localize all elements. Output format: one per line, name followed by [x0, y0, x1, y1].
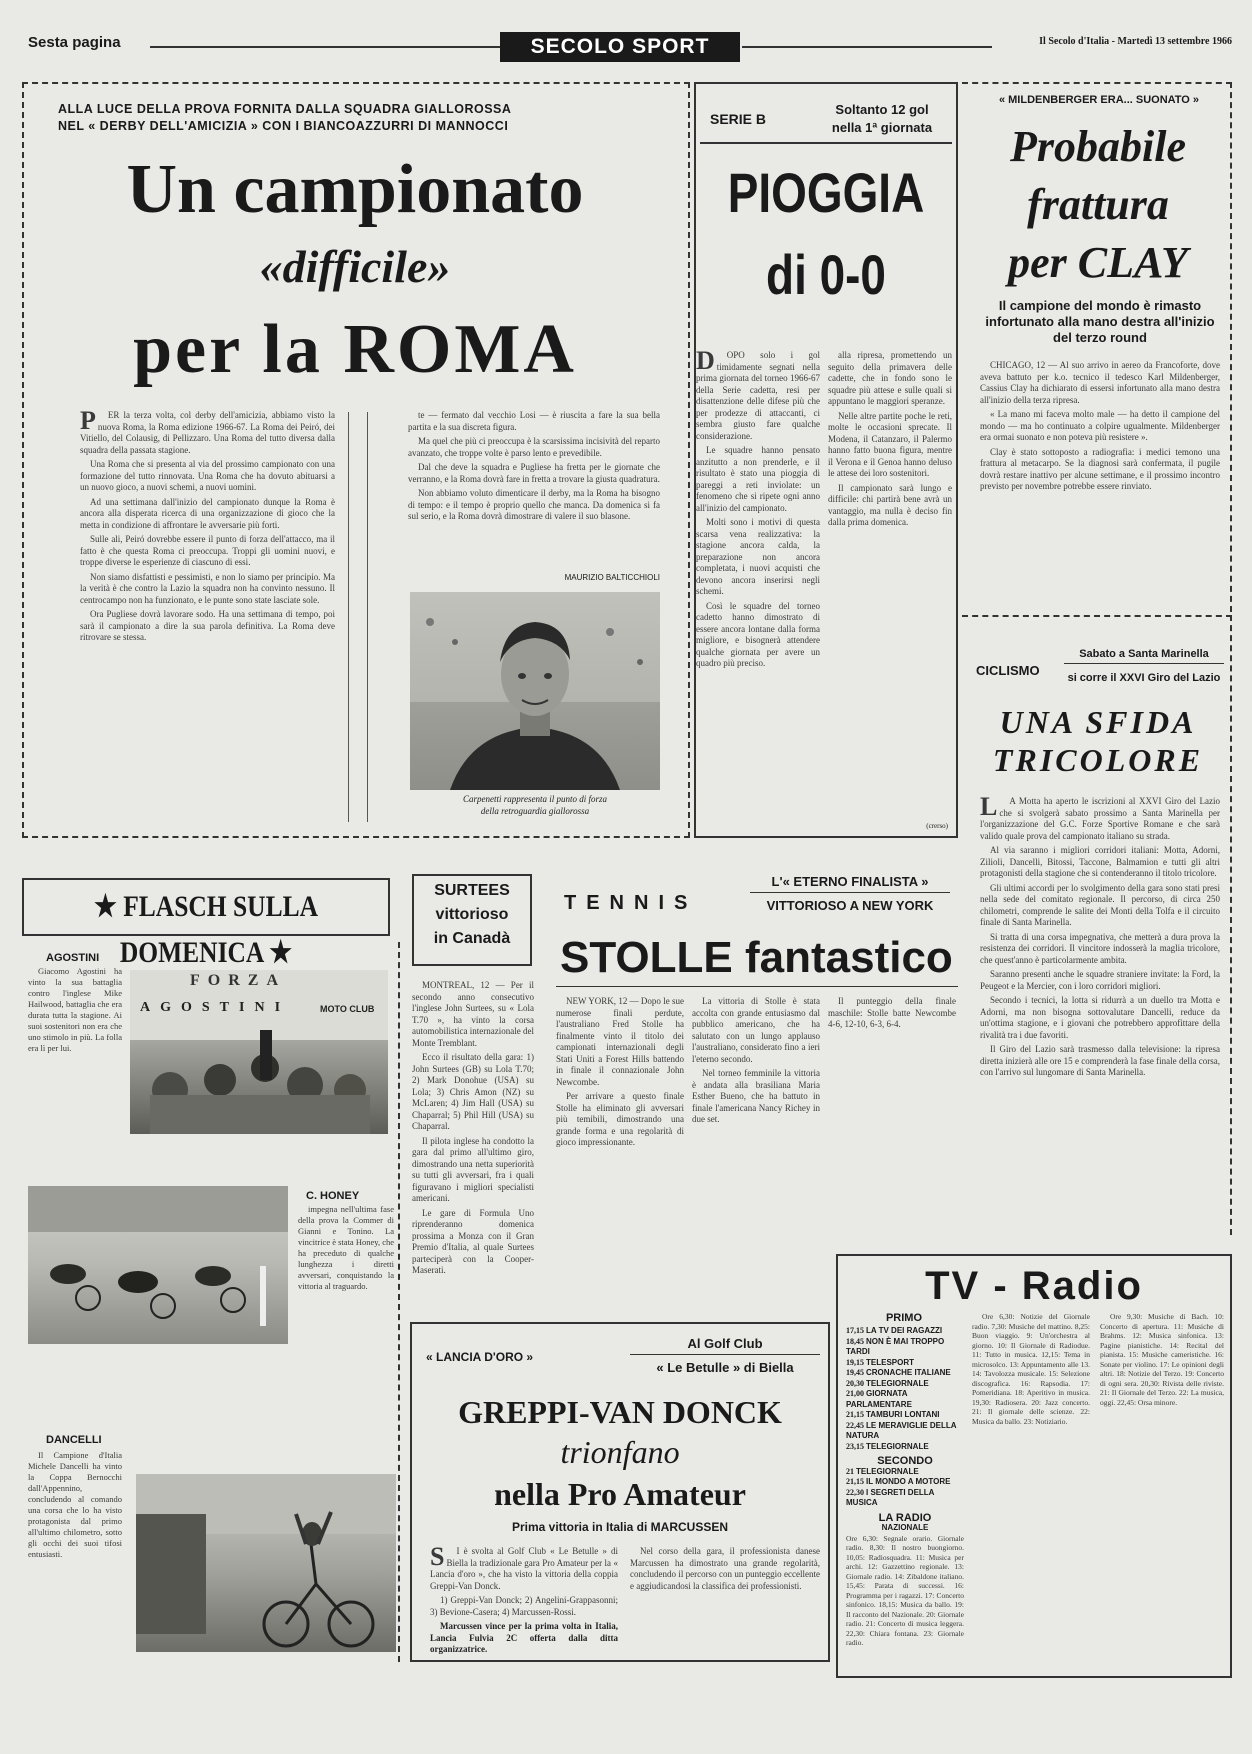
- serieb-title-1: PIOGGIA: [727, 161, 925, 224]
- roma-byline: MAURIZIO BALTICCHIOLI: [564, 573, 660, 582]
- surtees-title-3: in Canadà: [433, 930, 511, 947]
- honey-photo: [28, 1186, 288, 1344]
- dancelli-photo: [136, 1474, 396, 1652]
- golf-kicker-1: « LANCIA D'ORO »: [426, 1350, 534, 1364]
- serieb-sign: (crerso): [926, 822, 948, 830]
- golf-column-1: S I è svolta al Golf Club « Le Betulle » di Biella la tradizionale gara Pro Amateur per la « Lancia d'oro », che ha visto la vittoria della coppia Greppi-Van Donck. 1) Greppi-Van Donck; 2) Angelini-Grappasonni; 3) Bevione-Casera; 4) Marcussen-Rossi. Marcussen vince per la prima volta in Italia, Lancia Fulvia 2C offerta dalla ditta organizzatrice.: [430, 1546, 618, 1654]
- ciclismo-title-1: UNA SFIDA: [999, 704, 1197, 740]
- surtees-title-2: vittorioso: [435, 906, 509, 923]
- clay-deck: Il campione del mondo è rimasto infortunato alla mano destra all'inizio del terzo round: [985, 298, 1215, 345]
- tv-column-2: Ore 6,30: Notizie del Giornale radio. 7,30: Musiche del mattino. 8,25: Buon viaggio. 9: Un'orchestra al giorno. 10: Il Giornale di Radiodue. 11: Tutto in musica. 12,15: Tema in microsolco. 13: Appuntamento alle 13. 14: Tavolozza musicale. 15: Selezione discografica. 16: Rapsodia. 17: Pomeridiana. 18: Aperitivo in musica. 19,30: Radiosera. 20: Jazz concerto. 21: Il giornale delle scienze. 22: Musica da ballo. 23: Notiziario.: [972, 1312, 1090, 1426]
- tennis-title: STOLLE fantastico: [560, 933, 953, 982]
- roma-title-2: «difficile»: [259, 241, 451, 292]
- clay-kicker: « MILDENBERGER ERA... SUONATO »: [998, 94, 1200, 106]
- flasch-title: ★ FLASCH SULLA DOMENICA ★: [93, 890, 319, 969]
- ciclismo-label: CICLISMO: [976, 663, 1040, 678]
- agostini-name: AGOSTINI: [46, 952, 100, 964]
- serieb-column-2: alla ripresa, promettendo un seguito della primavera delle cadette, che in fondo sono le squadre più attese e sulle quali si appuntano le maggiori speranze. Nelle altre partite poche le reti, molte le occasioni sprecate. Il Modena, il Catanzaro, il Palermo hanno fatto buona figura, mentre il Verona e il Genoa hanno deluso le attese dei loro sostenitori. Il campionato sarà lungo e difficile: chi partirà bene avrà un vantaggio, ma nulla è deciso fin dalla prima domenica.: [828, 350, 952, 527]
- tennis-column-1: NEW YORK, 12 — Dopo le sue numerose finali perdute, l'australiano Fred Stolle ha finalmente vinto il titolo dei campionati internazionali degli Stati Uniti a Forest Hills battendo in finale il connazionale John Newcombe. Per arrivare a questo finale Stolle ha eliminato gli avversari più temibili, dimostrando una grande forma e una regolarità di gioco impressionante.: [556, 996, 684, 1147]
- tv-radio-text: Ore 6,30: Segnale orario. Giornale radio. 8,30: Il nostro buongiorno. 10,05: Radiosquadra. 11: Musica per archi. 12: Gazzettino regionale. 13: Giornale radio. 14: Zibaldone italiano. 15,45: Parata di successi. 16: Programma per i ragazzi. 17: Concerto sinfonico. 18,15: Musica da ballo. 19: Il racconto del Nazionale. 20: Giornale radio. 21: Concerto di musica leggera. 22,30: Chiara fontana. 23: Giornale radio.: [846, 1533, 964, 1647]
- tv-primo-item: 21,00 GIORNATA PARLAMENTARE: [846, 1389, 912, 1409]
- honey-name: C. HONEY: [306, 1190, 360, 1202]
- tv-primo-item: 19,45 CRONACHE ITALIANE: [846, 1368, 951, 1377]
- surtees-body: MONTREAL, 12 — Per il secondo anno consecutivo l'inglese John Surtees, su « Lola T.70 », ha vinto la corsa automobilistica internazionale del Monte Tremblant. Ecco il risultato della gara: 1) John Surtees (GB) su Lola T.70; 2) Mark Donohue (USA) su Lola; 3) Chris Amon (NZ) su McLaren; 4) Jim Hall (USA) su Chaparral; 5) Phil Hill (USA) su Chaparral. Il pilota inglese ha condotto la gara dal primo all'ultimo giro, dimostrando una netta superiorità su tutti gli avversari, fra i quali figuravano i migliori specialisti americani. Le gare di Formula Uno riprenderanno domenica prossima a Monza con il Gran Premio d'Italia, al quale Surtees parteciperà con la Cooper-Maserati.: [412, 980, 534, 1275]
- trotting-race-icon: [28, 1186, 288, 1344]
- tv-radio-label: LA RADIO: [878, 1511, 932, 1524]
- masthead-title: SECOLO SPORT: [500, 32, 740, 62]
- golf-column-2: Nel corso della gara, il professionista danese Marcussen ha dimostrato una grande regolarità, concludendo il percorso con un punteggio eccellente e aggiudicandosi la classifica dei professionisti.: [630, 1546, 820, 1591]
- clay-title-2: frattura: [1027, 180, 1169, 229]
- cyclist-icon: [136, 1474, 396, 1652]
- masthead-right: Il Secolo d'Italia - Martedì 13 settembre 1966: [1039, 36, 1232, 47]
- clay-body: CHICAGO, 12 — Al suo arrivo in aereo da Francoforte, dove aveva battuto per k.o. tecnico il tedesco Karl Mildenberger, Cassius Clay ha dichiarato di essersi infortunato alla mano destra all'inizio della terza ripresa. « La mano mi faceva molto male — ha detto il campione del mondo — ma ho continuato a colpire ugualmente. Mildenberger era ormai suonato e non poteva più resistere ». Clay è stato sottoposto a radiografia: i medici temono una frattura al metacarpo. Se la diagnosi sarà confermata, il pugile dovrà restare inattivo per alcune settimane, e il prossimo incontro previsto per novembre potrebbe essere rinviato.: [980, 360, 1220, 491]
- agostini-banner-3: MOTO CLUB: [320, 1004, 375, 1014]
- dancelli-text: Il Campione d'Italia Michele Dancelli ha vinto la Coppa Bernocchi dall'Appennino, concludendo al comando una corsa che lo ha visto protagonista dal primo all'ultimo chilometro, sotto gli occhi dei suoi tifosi entusiasti.: [28, 1450, 122, 1559]
- ciclismo-body: L A Motta ha aperto le iscrizioni al XXVI Giro del Lazio che si svolgerà sabato prossimo a Santa Marinella per l'organizzazione del G.C. Forze Sportive Romane e che sarà valido quale prova del campionato italiano su strada. Al via saranno i migliori corridori italiani: Motta, Adorni, Zilioli, Dancelli, Bitossi, Taccone, Balmamion e tutti gli altri protagonisti della stagione che si contenderanno il titolo tricolore. Gli ultimi accordi per lo svolgimento della gara sono stati presi nella sede del comitato regionale. Il percorso, di circa 250 chilometri, comprende le salite dei Monti della Tolfa e il circuito finale di Santa Marinella. Si tratta di una corsa impegnativa, che metterà a dura prova la resistenza dei corridori. Il vincitore indosserà la maglia tricolore, che quest'anno è particolarmente ambita. Saranno presenti anche le squadre straniere invitate: la Ford, la Peugeot e la Mercier, con i loro corridori migliori. Secondo i tecnici, la lotta si ridurrà a un duello tra Motta e Adorni, ma non bisogna sottovalutare Dancelli, reduce da un'ottima stagione, e i giovani che potrebbero approfittare della rivalità tra i due favoriti. Il Giro del Lazio sarà trasmesso dalla televisione: la ripresa diretta inizierà alle ore 15 e comprenderà la fase finale della corsa, con l'arrivo sul lungomare di Santa Marinella.: [980, 796, 1220, 1077]
- tv-column-3: Ore 9,30: Musiche di Bach. 10: Concerto di apertura. 11: Musiche di Brahms. 12: Musica sinfonica. 13: Pagine pianistiche. 14: Recital del pianista. 15: Musiche cameristiche. 16: Sonate per violino. 17: Le opinioni degli altri. 18: Notizie del Terzo. 19: Concerto di ogni sera. 20,30: Rivista delle riviste. 21: Il Giornale del Terzo. 22: La musica, oggi. 22,45: Orsa minore.: [1100, 1312, 1224, 1407]
- honey-text: impegna nell'ultima fase della prova la Commer di Gianni e Tonino. La vincitrice è stata Honey, che ha preceduto di qualche lunghezza i diretti avversari, conquistando la vittoria al traguardo.: [298, 1204, 394, 1291]
- golf-kicker-3: « Le Betulle » di Biella: [656, 1360, 794, 1375]
- serieb-column-1: D OPO solo i gol timidamente segnati nella prima giornata del torneo 1966-67 della Serie cadetta, resi per disattenzione delle difese più che per prodezze di attaccanti, ci sembra giusto fare qualche considerazione. Le squadre hanno pensato anzitutto a non prenderle, e il risultato è stato una pioggia di pareggi a reti inviolate: un fenomeno che si ripete ogni anno all'inizio del campionato. Molti sono i motivi di questa scarsa vena realizzativa: la stagione ancora calda, la preparazione non ancora completata, i nuovi acquisti che devono ancora inserirsi negli schemi. Così le squadre del torneo cadetto hanno dimostrato di essere ancora lontane dalla forma migliore, e bisognerà attendere qualche giornata per avere un quadro più preciso.: [696, 350, 820, 668]
- tv-primo-item: 19,15 TELESPORT: [846, 1357, 915, 1367]
- tv-primo-item: 18,45 NON È MAI TROPPO TARDI: [846, 1336, 945, 1356]
- roma-column-2: te — fermato dal vecchio Losi — è riuscita a fare la sua bella partita e la sua discreta figura. Ma quel che più ci preoccupa è la scarsissima incisività del reparto avanzato, che troppe volte è parso lento e prevedibile. Dal che deve la squadra e Pugliese ha fretta per le giornate che verranno, e la Roma dovrà fare in fretta a trovare la giusta quadratura. Non abbiamo voluto dimenticare il derby, ma la Roma ha bisogno di tempo: e il tempo è proprio quello che manca. Da domenica si fa sul serio, e la Roma dovrà dimostrare di valere il suo blasone.: [408, 410, 660, 521]
- tennis-column-2: La vittoria di Stolle è stata accolta con grande entusiasmo dal pubblico americano, che ha salutato con un lungo applauso l'australiano, considerato fino a ieri l'eterno secondo. Nel torneo femminile la vittoria è andata alla brasiliana Maria Esther Bueno, che ha battuto in finale l'americana Nancy Richey in due set.: [692, 996, 820, 1124]
- masthead-left: Sesta pagina: [28, 34, 121, 51]
- tennis-label: TENNIS: [564, 892, 698, 914]
- roma-title-1: Un campionato: [126, 151, 584, 228]
- serieb-deck-2: nella 1ª giornata: [831, 120, 933, 135]
- roma-kicker-2: NEL « DERBY DELL'AMICIZIA » CON I BIANCOAZZURRI DI MANNOCCI: [58, 119, 509, 133]
- tv-primo-item: 17,15 LA TV DEI RAGAZZI: [846, 1326, 943, 1335]
- tv-radio-sub: NAZIONALE: [881, 1523, 929, 1532]
- masthead-rule-right: [742, 46, 992, 48]
- tv-primo-item: 20,30 TELEGIORNALE: [846, 1378, 929, 1388]
- agostini-banner-1: FORZA: [190, 972, 286, 989]
- surtees-title-1: SURTEES: [434, 882, 510, 899]
- roma-column-1: P ER la terza volta, col derby dell'amicizia, abbiamo visto la nuova Roma, la Roma edizione 1966-67. La Roma dei Peiró, dei Vitiello, del Colausig, di Pellizzaro. Una Roma del tutto diversa dalla squadra della passata stagione. Una Roma che si presenta al via del prossimo campionato con una formazione del tutto rinnovata. Una Roma che ha dovuto abituarsi a un nuovo gioco, a nuovi schemi, a nuovi uomini. Ad una settimana dall'inizio del campionato dunque la Roma è ancora alla disperata ricerca di una organizzazione di gioco che la metta in condizione di affrontare le avversarie più forti. Sulle ali, Peiró dovrebbe essere il punto di forza dell'attacco, ma il fatto è che questa Roma ci preoccupa. Troppi gli uomini nuovi, e troppe diverse le esperienze di ciascuno di essi. Non siamo disfattisti e pessimisti, e non lo siamo per principio. Ma la verità è che contro la Lazio la squadra non ha convinto nessuno. Il centrocampo non ha funzionato, e le punte sono state lasciate sole. Ora Pugliese dovrà lavorare sodo. Ha una settimana di tempo, poi sarà il campionato a dire la sua parola definitiva. La Roma deve ritrovare se stessa.: [80, 410, 335, 642]
- tv-secondo-item: 21,15 IL MONDO A MOTORE: [846, 1477, 951, 1486]
- agostini-text: Giacomo Agostini ha vinto la sua battaglia contro l'inglese Mike Hailwood, battaglia che era durata tutta la stagione. Ai suoi sostenitori non era che uno stimolo in più. La folla era lì per lui.: [28, 966, 122, 1053]
- serieb-deck-1: Soltanto 12 gol: [835, 102, 929, 117]
- crowd-icon: [130, 970, 388, 1134]
- roma-photo-caption-1: Carpenetti rappresenta il punto di forza: [463, 794, 607, 804]
- tv-primo-item: 21,15 TAMBURI LONTANI: [846, 1410, 940, 1419]
- tv-radio-title: TV - Radio: [925, 1264, 1143, 1308]
- serieb-label: SERIE B: [710, 111, 767, 127]
- roma-column-divider: [348, 412, 368, 822]
- tv-primo-label: PRIMO: [885, 1312, 923, 1324]
- serieb-title-2: di 0-0: [766, 243, 886, 306]
- masthead-rule: [150, 46, 500, 48]
- tv-secondo-item: 22,30 I SEGRETI DELLA MUSICA: [846, 1487, 935, 1507]
- tv-primo-item: 22,45 LE MERAVIGLIE DELLA NATURA: [846, 1420, 957, 1440]
- golf-deck: Prima vittoria in Italia di MARCUSSEN: [511, 1520, 729, 1534]
- tennis-column-3: Il punteggio della finale maschile: Stolle batte Newcombe 4-6, 12-10, 6-3, 6-4.: [828, 996, 956, 1029]
- clay-title-1: Probabile: [1010, 122, 1186, 171]
- ciclismo-deck-1: Sabato a Santa Marinella: [1064, 648, 1224, 664]
- golf-title-3: nella Pro Amateur: [494, 1476, 746, 1512]
- golf-title-1: GREPPI-VAN DONCK: [458, 1394, 782, 1430]
- roma-kicker-1: ALLA LUCE DELLA PROVA FORNITA DALLA SQUADRA GIALLOROSSA: [58, 102, 512, 116]
- roma-player-photo: [410, 592, 660, 790]
- serieb-head-rule: [700, 142, 952, 144]
- roma-title-3: per la ROMA: [133, 311, 577, 388]
- player-portrait-icon: [410, 592, 660, 790]
- ciclismo-deck-2: si corre il XXVI Giro del Lazio: [1067, 672, 1221, 684]
- tennis-kicker-2: VITTORIOSO A NEW YORK: [766, 898, 934, 913]
- golf-title-2: trionfano: [560, 1434, 680, 1470]
- golf-kicker-2: Al Golf Club: [630, 1336, 820, 1355]
- agostini-photo: [130, 970, 388, 1134]
- tennis-kicker-1: L'« ETERNO FINALISTA »: [750, 874, 950, 893]
- agostini-banner-2: AGOSTINI: [140, 1000, 291, 1015]
- tv-secondo-label: SECONDO: [877, 1455, 933, 1467]
- tennis-rule: [556, 986, 958, 987]
- dancelli-name: DANCELLI: [46, 1434, 102, 1446]
- roma-photo-caption-2: della retroguardia giallorossa: [480, 806, 590, 816]
- tv-secondo-item: 21 TELEGIORNALE: [846, 1466, 919, 1476]
- clay-title-3: per CLAY: [1008, 238, 1188, 287]
- tv-primo-item: 23,15 TELEGIORNALE: [846, 1441, 929, 1451]
- ciclismo-title-2: TRICOLORE: [992, 742, 1204, 778]
- tv-primo-list: [846, 1326, 964, 1648]
